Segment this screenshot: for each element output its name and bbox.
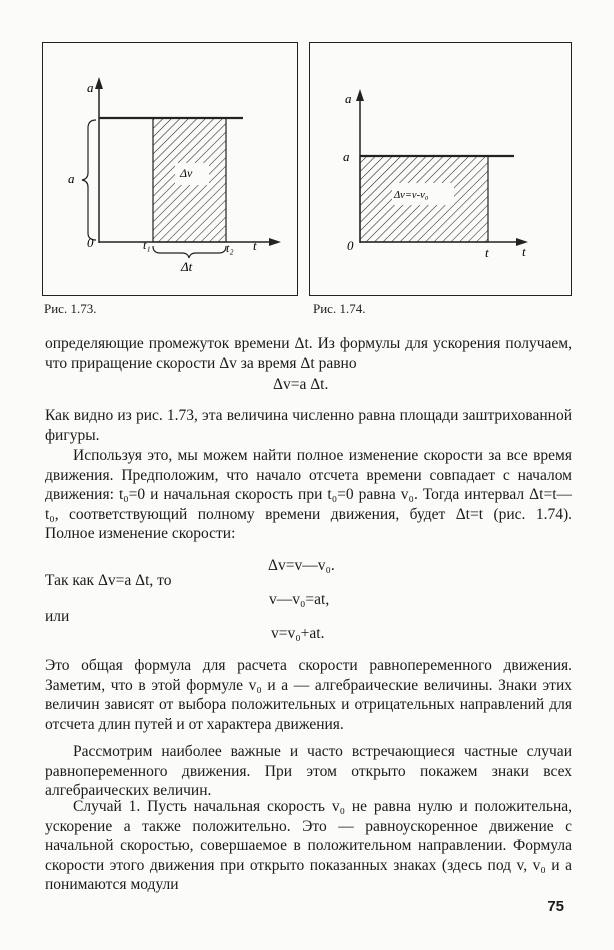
origin-label: 0 (347, 238, 354, 253)
equation-3: v—v₀=at, (269, 591, 330, 608)
paragraph-1: определяющие промежуток времени Δt. Из формулы для ускорения получаем, что приращение скорости Δv за время Δt равно (45, 335, 572, 372)
t-mark-label: t (485, 245, 489, 260)
figure-1-74-graph (310, 43, 571, 295)
brace-a (82, 120, 96, 240)
dv-label: Δv (180, 166, 193, 180)
origin-label: 0 (87, 235, 94, 250)
or-text: или (45, 608, 70, 625)
figure-1-73 (42, 42, 298, 296)
caption-1-73: Рис. 1.73. (44, 301, 97, 316)
level-a-label: a (343, 149, 350, 164)
brace-dt (153, 246, 226, 258)
since-text: Так как Δv=a Δt, то (45, 572, 172, 589)
axis-t-label: t (522, 244, 526, 259)
paragraph-6: Случай 1. Пусть начальная скорость v₀ не равна нулю и положительна, ускорение a также положительно. Это — равноускоренное движение с начальной скоростью, совершаемое в положительном направлении. Формула скорости этого движения при открыто показанных знаках (здесь под v, v₀ и a понимаются модули (45, 798, 572, 894)
equation-1: Δv=a Δt. (273, 376, 329, 393)
figure-1-73-graph (43, 43, 297, 295)
brace-a-label: a (68, 171, 75, 186)
equation-4: v=v₀+at. (271, 625, 325, 642)
axis-a-label: a (87, 80, 94, 95)
axis-a-label: a (345, 91, 352, 106)
page-number: 75 (547, 898, 564, 915)
t1-label: t₁ (143, 238, 151, 252)
paragraph-3: Используя это, мы можем найти полное изменение скорости за все время движения. Предположим, что начало отсчета времени совпадает с началом движения: t₀=0 и начальная скорость при t₀=0 равна v₀. Тогда интервал Δt=t—t₀, соответствующий полному времени движения, будет Δt=t (рис. 1.74). Полное изменение скорости: (45, 447, 572, 543)
figure-1-74 (309, 42, 572, 296)
caption-1-74: Рис. 1.74. (313, 301, 366, 316)
equation-2: Δv=v—v₀. (268, 557, 335, 574)
axis-t-label: t (253, 238, 257, 253)
t2-label: t₂ (226, 241, 234, 255)
paragraph-5: Рассмотрим наиболее важные и часто встречающиеся частные случаи равнопеременного движения. При этом открыто покажем знаки всех алгебраических величин. (45, 743, 572, 800)
dt-label: Δt (181, 259, 193, 274)
paragraph-2: Как видно из рис. 1.73, эта величина численно равна площади заштрихованной фигуры. (45, 407, 572, 444)
dv-label: Δv=v-v₀ (394, 190, 429, 201)
paragraph-4: Это общая формула для расчета скорости равнопеременного движения. Заметим, что в этой формуле v₀ и a — алгебраические величины. Знаки этих величин зависят от выбора положительных и отрицательных направлений для отсчета длин путей и от характера движения. (45, 657, 572, 733)
